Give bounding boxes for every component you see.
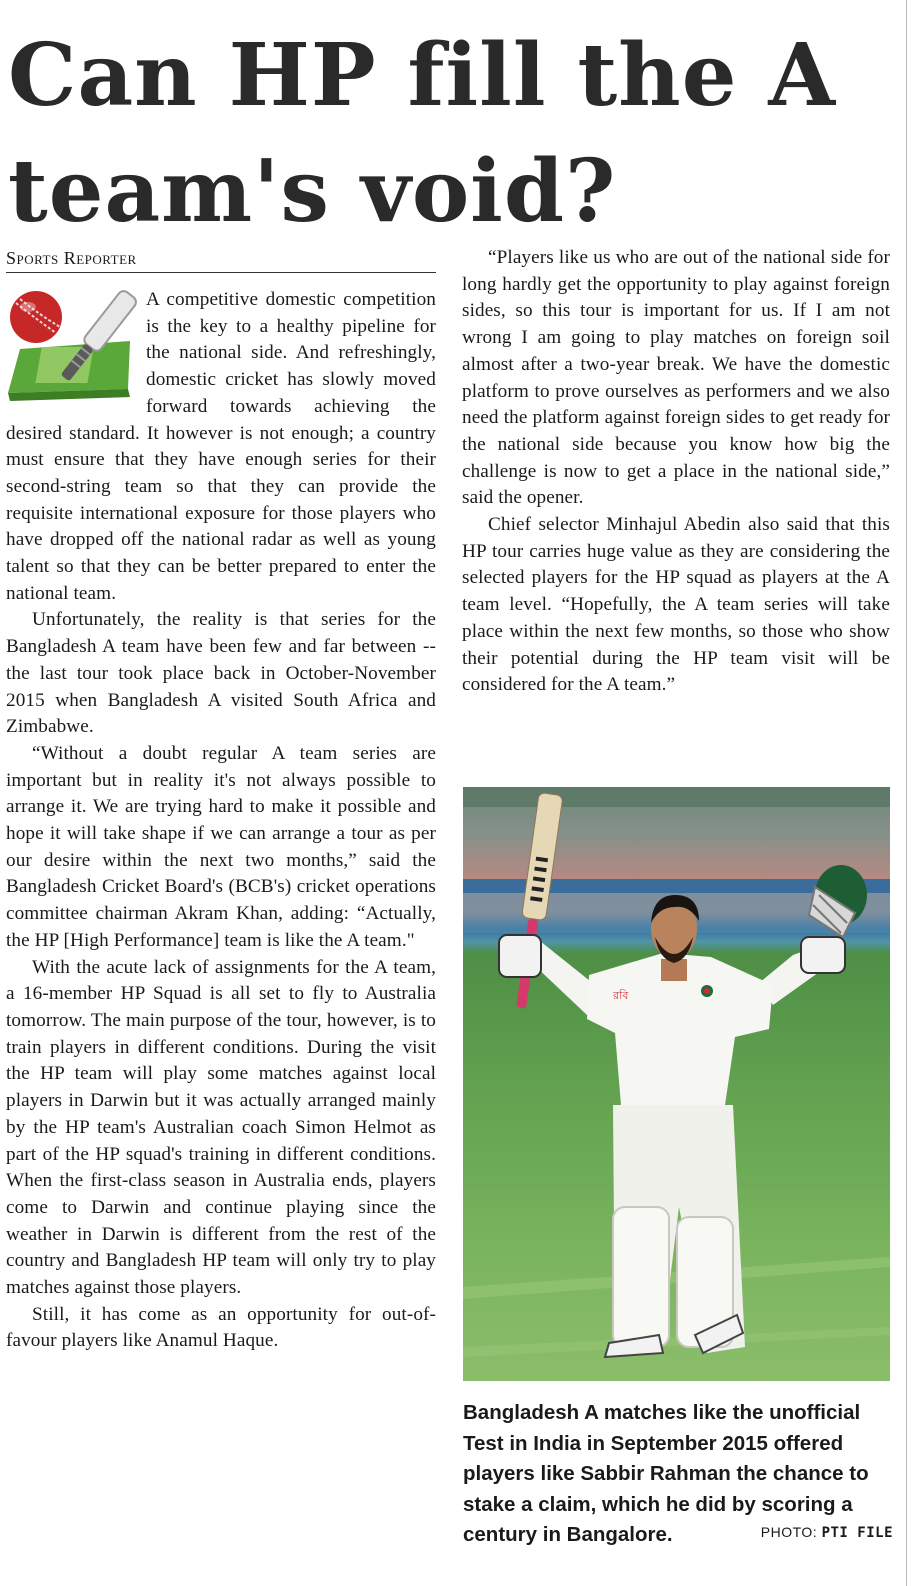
paragraph: With the acute lack of assignments for the A team, a 16-member HP Squad is all set to fly to Australia tomorrow. The main purpose of the tour, however, is to train players in different conditions. During the visit the HP team will play some matches against local players in Darwin but it was actually arranged mainly by the HP team's Australian coach Simon Helmot as part of the HP squad's training in different conditions. When the first-class season in Australia ends, players come to Darwin and continue playing since the weather in Darwin is different from the rest of the country and Bangladesh HP team will only try to play matches against those players. [6,956,436,1299]
paragraph: Still, it has come as an opportunity for out-of-favour players like Anamul Haque. [6,1303,436,1352]
byline: Sports Reporter [6,246,436,273]
photo-credit [761,1517,893,1549]
paragraph: “Without a doubt regular A team series are important but in reality it's not always possible to arrange it. We are trying hard to make it possible and hope it will take shape if we can arrange a tour as per our desire within the next two months,” said the Bangladesh Cricket Board's (BCB's) cricket operations committee chairman Akram Khan, adding: “Actually, the HP [High Performance] team is like the A team." [6,742,436,951]
article-column-right [462,245,890,699]
jersey-sponsor: রবি [613,989,629,1002]
cricket-bat-ball-icon [6,289,138,415]
paragraph: Unfortunately, the reality is that series for the Bangladesh A team have been few and far between -- the last tour took place back in October-November 2015 when Bangladesh A visited South Africa and Zimbabwe. [6,609,436,738]
cricketer-photo [463,787,890,1381]
page-edge-rule [906,0,907,1586]
paragraph: “Players like us who are out of the national side for long hardly get the opportunity to play against foreign sides, so this tour is important for us. If I am not wrong I am going to play matches on foreign soil almost after a two-year break. We have the domestic platform to prove ourselves as performers and we also need the platform against foreign sides to get ready for the national side because you know how big the challenge is now to get a place in the national side,” said the opener. [462,247,890,509]
cricketer-illustration [463,787,890,1381]
photo-caption [463,1398,893,1551]
paragraph: Chief selector Minhajul Abedin also said that this HP tour carries huge value as they are considering the selected players for the HP squad as players at the A team level. “Hopefully, the A team series will take place within the next few months, so those who show their potential during the HP team visit will be considered for the A team.” [462,514,890,696]
caption-text: Bangladesh A matches like the unofficial Test in India in September 2015 offered players like Sabbir Rahman the chance to stake a claim, which he did by scoring a century in Bangalore. [463,1401,869,1546]
paragraph: A competitive domestic competition is the key to a healthy pipeline for the national side. And refreshingly, domestic cricket has slowly moved forward towards achieving the desired standard. It however is not enough; a country must ensure that they have enough series for their second-string team so that they can provide the requisite international exposure for those players who have dropped off the national radar as well as young talent so that they can be better prepared to enter the national team. [6,289,436,604]
photo-credit-source: PTI FILE [821,1525,893,1541]
headline: Can HP fill the A team's void? [8,25,837,242]
article-column-left [6,287,436,1355]
photo-credit-label: PHOTO: [760,1524,818,1540]
